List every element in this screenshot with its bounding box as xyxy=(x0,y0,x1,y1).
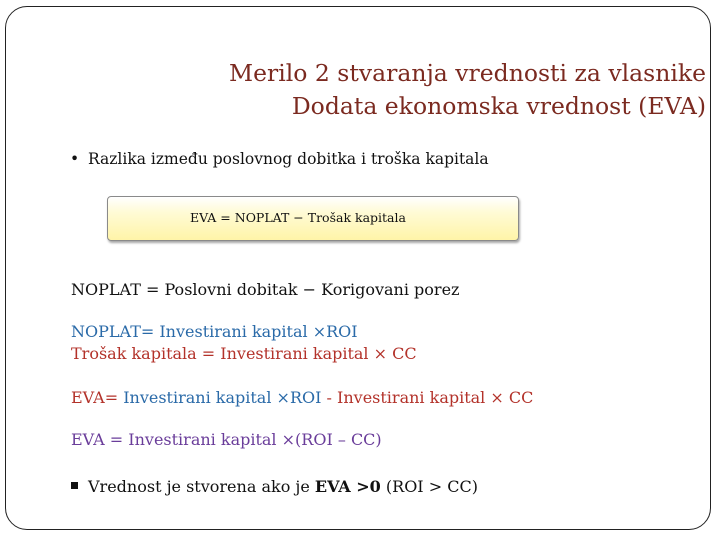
formula-text: EVA = NOPLAT − Trošak kapitala xyxy=(190,210,406,225)
trosak-kapitala-line: Trošak kapitala = Investirani kapital × CC xyxy=(71,344,417,363)
eva-minus: - xyxy=(326,388,338,407)
conclusion-pre: Vrednost je stvorena ako je xyxy=(88,477,315,496)
formula-box xyxy=(107,196,519,241)
eva-part-cc: Investirani kapital × CC xyxy=(337,388,534,407)
eva-expanded-line xyxy=(71,388,533,407)
title-line-2: Dodata ekonomska vrednost (EVA) xyxy=(291,92,706,120)
noplat-definition: NOPLAT = Poslovni dobitak − Korigovani porez xyxy=(71,280,460,299)
eva-final-line: EVA = Investirani kapital ×(ROI – CC) xyxy=(71,430,382,449)
eva-part-roi: Investirani kapital ×ROI xyxy=(118,388,327,407)
bullet-text: Razlika između poslovnog dobitka i troška kapitala xyxy=(88,150,489,168)
square-bullet-icon xyxy=(71,482,78,489)
bullet-dot-icon: • xyxy=(70,150,80,168)
eva-prefix: EVA= xyxy=(71,388,119,407)
noplat-roi-line: NOPLAT= Investirani kapital ×ROI xyxy=(71,322,358,341)
title-line-1: Merilo 2 stvaranja vrednosti za vlasnike xyxy=(229,59,706,87)
bullet-item xyxy=(70,150,489,168)
slide-frame xyxy=(5,6,711,530)
conclusion-post: (ROI > CC) xyxy=(380,477,478,496)
conclusion-item xyxy=(71,477,478,496)
slide-title xyxy=(229,57,706,123)
conclusion-bold: EVA >0 xyxy=(314,477,381,496)
